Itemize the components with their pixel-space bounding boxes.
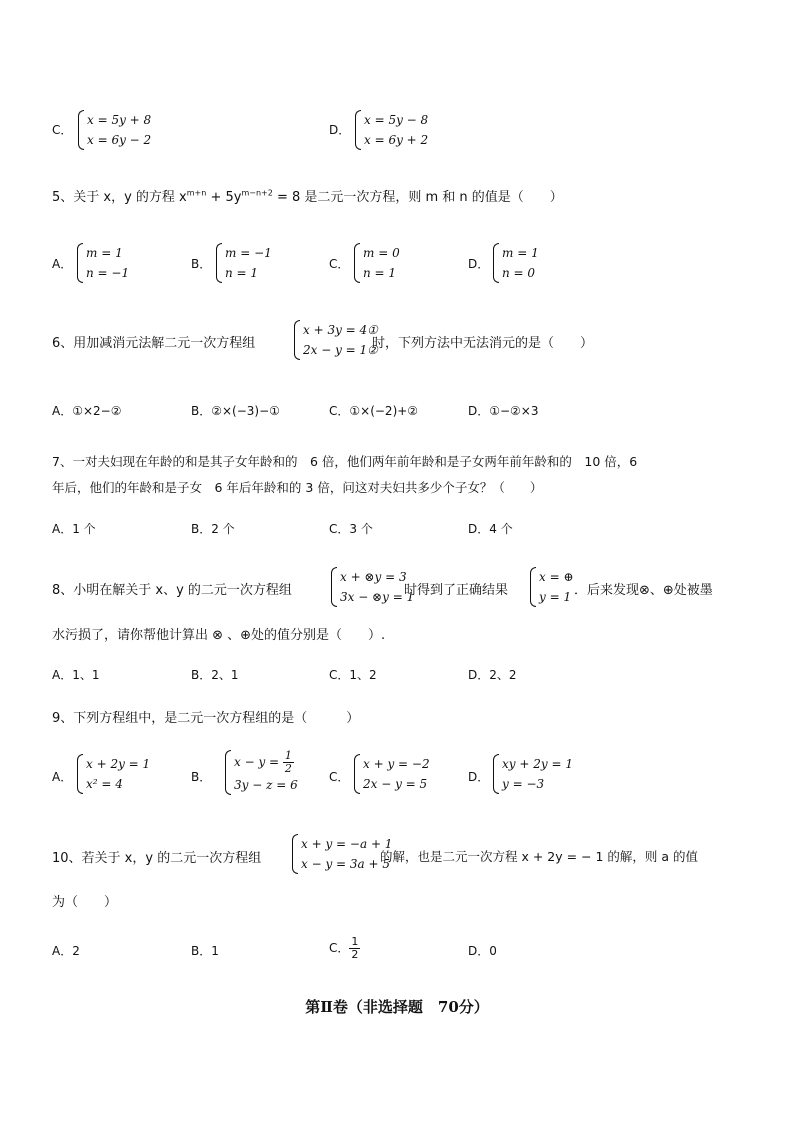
option-d-label: D． <box>468 770 490 784</box>
brace-icon <box>292 834 298 874</box>
question-6 <box>0 320 794 362</box>
option-c-system: x + y = −2 2x − y = 5 <box>354 754 430 794</box>
brace-icon <box>225 750 231 795</box>
brace-icon <box>216 243 222 283</box>
option-d-eq1: x = 5y − 8 <box>364 113 429 127</box>
section-title: 第Ⅱ卷（非选择题 70分） <box>305 998 489 1016</box>
option-a: A．2 <box>52 944 80 958</box>
question-6-options <box>0 402 794 422</box>
question-8 <box>0 567 794 609</box>
option-d-eq2: x = 6y + 2 <box>364 133 429 147</box>
question-10-options <box>0 936 794 966</box>
question-6-stem-b: 时，下列方法中无法消元的是（ ） <box>372 336 594 351</box>
option-b: B．1 <box>191 944 219 958</box>
question-6-stem-a: 6、用加减消元法解二元一次方程组 <box>52 336 256 351</box>
option-a: A．1、1 <box>52 668 100 682</box>
question-8-stem-c: ．后来发现⊗、⊕处被墨 <box>574 583 713 598</box>
option-c-label: C． <box>52 123 73 137</box>
question-6-system: x + 3y = 4① 2x − y = 1② <box>294 320 378 360</box>
option-b: B．2、1 <box>191 668 239 682</box>
brace-icon <box>331 567 337 607</box>
brace-icon <box>530 567 536 607</box>
question-10-stem-b: 的解，也是二元一次方程 x + 2y = − 1 的解，则 a 的值 <box>380 849 699 864</box>
question-10-system: x + y = −a + 1 x − y = 3a + 5 <box>292 834 392 874</box>
brace-icon <box>354 754 360 794</box>
option-c: C．①×(−2)+② <box>329 404 419 418</box>
option-b-label: B． <box>191 257 212 271</box>
question-8-stem-a: 8、小明在解关于 x、y 的二元一次方程组 <box>52 583 292 598</box>
option-d: D．0 <box>468 944 497 958</box>
option-a-label: A． <box>52 257 73 271</box>
option-c-eq2: x = 6y − 2 <box>87 133 152 147</box>
option-c-label: C． <box>329 257 350 271</box>
option-c-label: C． <box>329 770 350 784</box>
question-10-line2: 为（ ） <box>52 895 118 910</box>
brace-icon <box>493 243 499 283</box>
option-d: D．2、2 <box>468 668 517 682</box>
question-8-options <box>0 666 794 686</box>
question-4-options <box>0 110 794 150</box>
option-d-system: m = 1 n = 0 <box>493 243 539 283</box>
option-a-system: x + 2y = 1 x² = 4 <box>77 754 150 794</box>
question-7-options <box>0 520 794 540</box>
question-10-stem-a: 10、若关于 x，y 的二元一次方程组 <box>52 851 262 866</box>
option-a: A．①×2−② <box>52 404 122 418</box>
option-c-system <box>78 110 151 150</box>
option-b-label: B． <box>191 770 212 784</box>
option-c: C． $\frac{1}{2}$ <box>329 935 359 961</box>
brace-icon <box>78 110 84 150</box>
option-a-system: m = 1 n = −1 <box>77 243 129 283</box>
question-8-stem-b: 时得到了正确结果 <box>404 583 509 598</box>
option-c-eq1: x = 5y + 8 <box>87 113 152 127</box>
option-b-system: m = −1 n = 1 <box>216 243 272 283</box>
question-7-line1: 7、一对夫妇现在年龄的和是其子女年龄和的 6 倍，他们两年前年龄和是子女两年前年龄和的 10 倍，6 <box>52 454 638 469</box>
option-c-system: m = 0 n = 1 <box>354 243 400 283</box>
option-d-label: D． <box>329 123 351 137</box>
option-d: D．4 个 <box>468 522 513 536</box>
question-9-options <box>0 750 794 806</box>
question-5-stem: 5、关于 x，y 的方程 $x^{m+n} + 5y^{m-n+2} = 8$ 是二元一次方程，则 m 和 n 的值是（ ） <box>52 188 563 205</box>
question-9-stem: 9、下列方程组中，是二元一次方程组的是（ ） <box>52 711 360 726</box>
option-d-label: D． <box>468 257 490 271</box>
option-b-system: x − y = $\frac{1}{2}$ 3y − z = 6 <box>225 750 298 795</box>
brace-icon <box>77 243 83 283</box>
question-7-line2: 年后，他们的年龄和是子女 6 年后年龄和的 3 倍，问这对夫妇共多少个子女？（ ） <box>52 480 543 495</box>
brace-icon <box>294 320 300 360</box>
question-8-system: x + ⊗y = 3 3x − ⊗y = 1 <box>331 567 414 607</box>
option-b: B．2 个 <box>191 522 235 536</box>
option-c: C．1、2 <box>329 668 377 682</box>
fraction: $\frac{1}{2}$ <box>284 749 292 775</box>
option-d-system <box>355 110 428 150</box>
option-d: D．①−②×3 <box>468 404 539 418</box>
option-a: A．1 个 <box>52 522 96 536</box>
question-10 <box>0 834 794 876</box>
fraction: $\frac{1}{2}$ <box>351 935 359 961</box>
question-8-result: x = ⊕ y = 1 <box>530 567 574 607</box>
option-c: C．3 个 <box>329 522 373 536</box>
question-5-options <box>0 243 794 283</box>
brace-icon <box>354 243 360 283</box>
question-8-line2: 水污损了，请你帮他计算出 ⊗ 、⊕处的值分别是（ ）. <box>52 628 386 643</box>
brace-icon <box>77 754 83 794</box>
option-b: B．②×(−3)−① <box>191 404 280 418</box>
brace-icon <box>355 110 361 150</box>
option-d-system: xy + 2y = 1 y = −3 <box>493 754 573 794</box>
brace-icon <box>493 754 499 794</box>
option-a-label: A． <box>52 770 73 784</box>
